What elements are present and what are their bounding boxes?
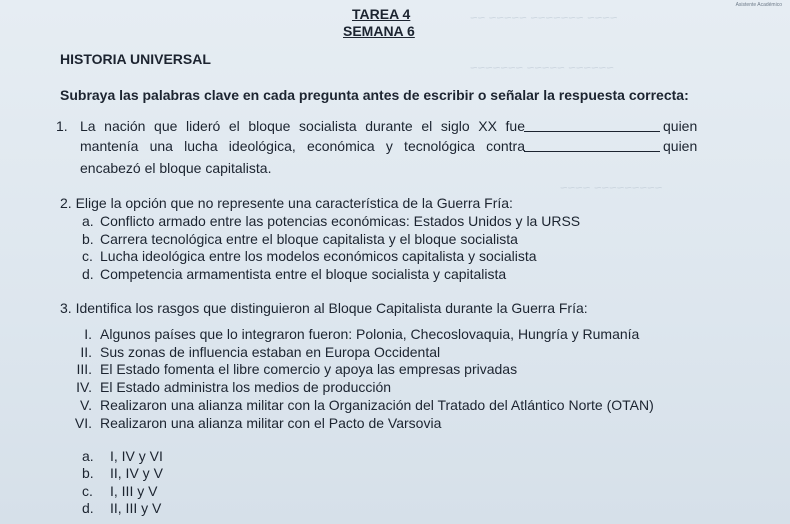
answer-blank-1[interactable] [524,131,660,132]
statement-v [62,397,654,414]
statement-numeral: V. [80,397,92,413]
question-1-number: 1. [56,118,68,134]
option-letter: d. [82,266,94,282]
statement-iii [62,361,517,378]
question-1 [56,118,706,158]
statement-text: Realizaron una alianza militar con el Pacto de Varsovia [100,415,442,431]
bleed-through-texture: ~~~~~~~~~ ~~~~ [560,180,663,195]
answer-option-a[interactable] [82,448,163,465]
option-letter: c. [82,248,93,264]
statement-vi [62,415,441,432]
answer-text: I, IV y VI [110,448,163,464]
week-label: SEMANA 6 [343,23,415,39]
question-3-prompt-row [60,300,588,317]
option-text: Competencia armamentista entre el bloque socialista y capitalista [100,266,507,282]
option-letter: a. [82,213,94,229]
question-2-prompt: Elige la opción que no represente una característica de la Guerra Fría: [75,195,513,211]
answer-letter: d. [82,500,94,516]
option-a[interactable] [82,213,580,230]
option-text: Conflicto armado entre las potencias económicas: Estados Unidos y la URSS [100,213,581,229]
bleed-through-texture: ~~~~~~ ~~~~~ ~~~~~~~ [470,60,614,75]
answer-letter: a. [82,448,94,464]
question-3-number: 3. [60,300,72,316]
question-1-text-line-2: mantenía una lucha ideológica, económica y tecnológica contra [80,138,525,154]
option-b[interactable] [82,231,518,248]
question-1-text-line-1: La nación que lideró el bloque socialista durante el siglo XX fue [80,118,525,134]
statement-text: Sus zonas de influencia estaban en Europa Occidental [100,344,441,360]
question-1-tail-1: quien [663,118,698,134]
question-1-text-line-3: encabezó el bloque capitalista. [80,160,272,176]
answer-letter: b. [82,465,94,481]
statement-numeral: VI. [74,415,92,431]
statement-text: El Estado administra los medios de producción [100,379,392,395]
question-1-tail-2: quien [663,138,698,154]
answer-blank-2[interactable] [524,151,660,152]
answer-letter: c. [82,483,93,499]
option-text: Lucha ideológica entre los modelos económicos capitalista y socialista [100,248,537,264]
answer-text: II, III y V [110,500,162,516]
question-3-prompt: Identifica los rasgos que distinguieron al Bloque Capitalista durante la Guerra Fría: [75,300,588,316]
bleed-through-texture: ~~~~ ~~~~~~~ ~~~~~ ~~ [470,10,618,25]
corner-note: Asistente Académico [735,2,782,8]
answer-text: II, IV y V [110,465,163,481]
answer-option-d[interactable] [82,500,161,517]
answer-text: I, III y V [110,483,158,499]
option-text: Carrera tecnológica entre el bloque capitalista y el bloque socialista [100,231,518,247]
statement-i [62,326,639,343]
statement-text: Algunos países que lo integraron fueron: Polonia, Checoslovaquia, Hungría y Rumanía [100,326,640,342]
statement-numeral: IV. [76,379,92,395]
option-c[interactable] [82,248,537,265]
answer-option-c[interactable] [82,483,157,500]
option-d[interactable] [82,266,506,283]
statement-iv [62,379,391,396]
statement-text: El Estado fomenta el libre comercio y apoya las empresas privadas [100,361,518,377]
statement-numeral: III. [76,361,92,377]
option-letter: b. [82,231,94,247]
statement-numeral: I. [84,326,92,342]
subject-heading: HISTORIA UNIVERSAL [60,51,211,67]
question-2-number: 2. [60,195,72,211]
question-1-line-1 [56,118,706,138]
question-1-line-2 [56,138,706,158]
statement-text: Realizaron una alianza militar con la Organización del Tratado del Atlántico Norte (OTAN) [100,397,654,413]
instructions: Subraya las palabras clave en cada pregunta antes de escribir o señalar la respuesta correcta: [60,87,689,103]
statement-numeral: II. [80,344,92,360]
statement-ii [62,344,440,361]
assignment-title: TAREA 4 [352,6,411,22]
answer-option-b[interactable] [82,465,163,482]
question-2-prompt-row [60,195,513,212]
